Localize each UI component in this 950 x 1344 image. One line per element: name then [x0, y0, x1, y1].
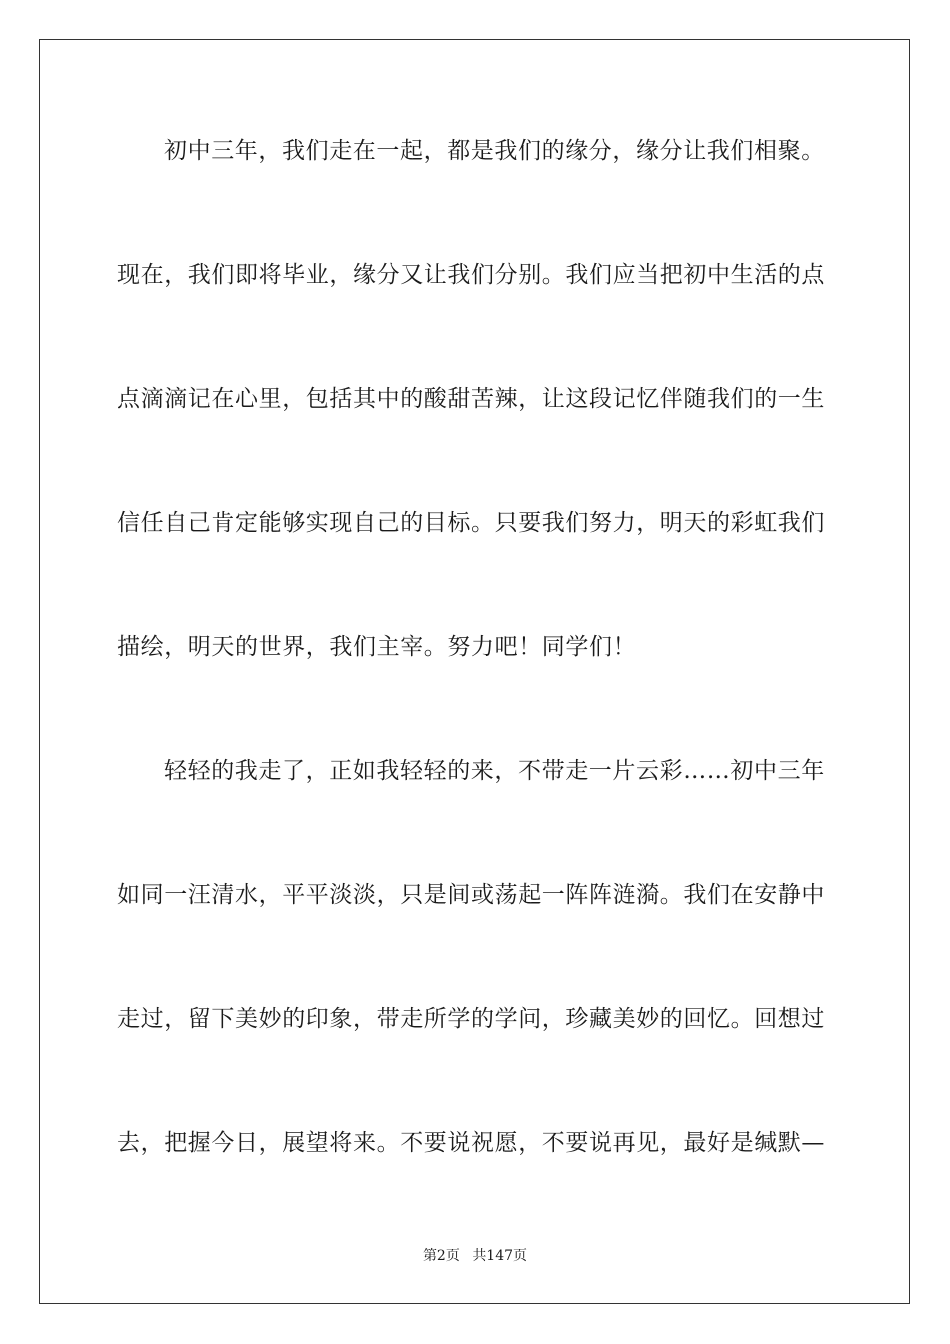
paragraph-1-line-2: 现在，我们即将毕业，缘分又让我们分别。我们应当把初中生活的点: [117, 262, 825, 288]
page-number: 第2页: [422, 1248, 460, 1264]
paragraph-2-line-1: 轻轻的我走了，正如我轻轻的来，不带走一片云彩……初中三年: [164, 758, 825, 784]
paragraph-2-line-2: 如同一汪清水，平平淡淡，只是间或荡起一阵阵涟漪。我们在安静中: [117, 882, 825, 908]
paragraph-1-line-1: 初中三年，我们走在一起，都是我们的缘分，缘分让我们相聚。: [164, 138, 825, 164]
total-pages: 共147页: [472, 1248, 528, 1264]
paragraph-1-line-4: 信任自己肯定能够实现自己的目标。只要我们努力，明天的彩虹我们: [117, 510, 825, 536]
paragraph-1-line-5: 描绘，明天的世界，我们主宰。努力吧！同学们！: [117, 634, 637, 660]
page-footer: [0, 1246, 950, 1266]
page-border: [39, 39, 910, 1304]
paragraph-2-line-4: 去，把握今日，展望将来。不要说祝愿，不要说再见，最好是缄默—: [117, 1130, 825, 1156]
paragraph-2-line-3: 走过，留下美妙的印象，带走所学的学问，珍藏美妙的回忆。回想过: [117, 1006, 825, 1032]
paragraph-1-line-3: 点滴滴记在心里，包括其中的酸甜苦辣，让这段记忆伴随我们的一生: [117, 386, 825, 412]
